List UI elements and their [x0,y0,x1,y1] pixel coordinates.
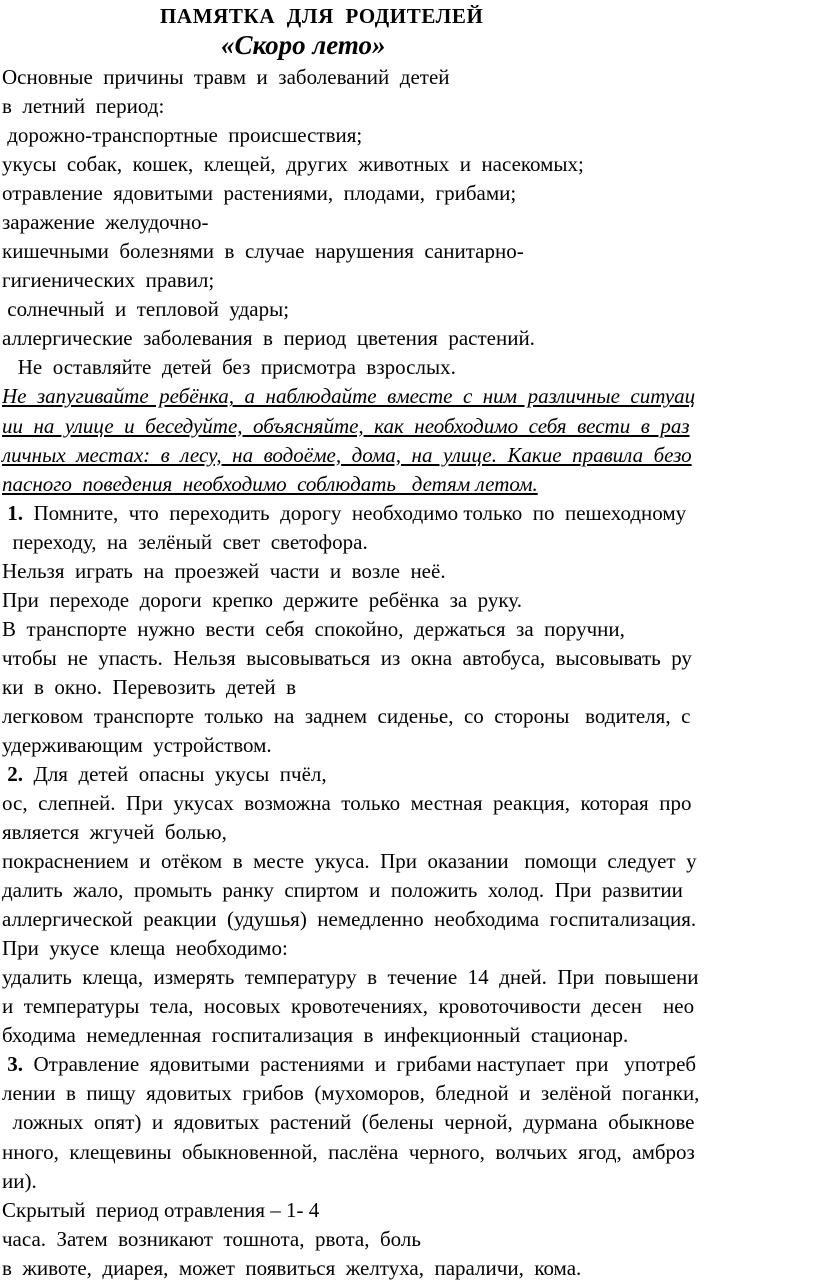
text-line: аллергической реакции (удушья) немедленно необходима госпитализация. [2,907,697,932]
emphasis-line [2,412,690,441]
numbered-paragraph-line [2,760,327,789]
text-line: в летний период: [2,94,165,118]
emphasis-line [2,382,695,411]
emphasis-text: ии на улице и беседуйте, объясняйте, как необходимо себя вести в раз [2,413,690,438]
emphasis-text: пасного поведения необходимо соблюдать детям летом. [2,471,538,496]
item-text: Помните, что переходить дорогу необходимо только по пешеходному [23,500,687,525]
text-line: В транспорте нужно вести себя спокойно, держаться за поручни, [2,616,625,641]
text-line: в животе, диарея, может появиться желтуха, параличи, кома. [2,1255,582,1280]
item-number: 1. [2,500,23,525]
emphasis-text: Не запугивайте ребёнка, а наблюдайте вместе с ним различные ситуац [2,384,696,409]
item-number: 3. [2,1052,23,1077]
text-line: легковом транспорте только на заднем сиденье, со стороны водителя, с [2,703,691,728]
text-line: является жгучей болью, [2,820,227,844]
text-line: кишечными болезнями в случае нарушения санитарно- [2,239,524,264]
item-text: Для детей опасны укусы пчёл, [23,762,327,786]
emphasis-text: личных местах: в лесу, на водоёме, дома, на улице. Какие правила безо [2,442,692,467]
text-line: ии). [2,1168,37,1193]
text-line: солнечный и тепловой удары; [2,297,290,322]
text-line: отравление ядовитыми растениями, плодами, грибами; [2,181,517,206]
item-text: Отравление ядовитыми растениями и грибами наступает при употреб [23,1052,697,1077]
text-line: покраснением и отёком в месте укуса. При оказании помощи следует у [2,849,697,874]
text-line: Скрытый период отравления – 1- 4 [2,1197,320,1222]
text-line: чтобы не упасть. Нельзя высовываться из окна автобуса, высовывать ру [2,645,692,670]
text-line: ос, слепней. При укусах возможна только местная реакция, которая про [2,791,692,815]
text-line: часа. Затем возникают тошнота, рвота, боль [2,1226,421,1251]
numbered-paragraph-line [2,1050,696,1079]
text-line: ки в окно. Перевозить детей в [2,674,297,699]
text-line: переходу, на зелёный свет светофора. [2,529,368,554]
text-line: нного, клещевины обыкновенной, паслёна черного, волчьих ягод, амброз [2,1139,695,1164]
text-line: ложных опят) и ядовитых растений (белены черной, дурмана обыкнове [2,1110,695,1135]
text-line: заражение желудочно- [2,210,209,235]
emphasis-line [2,441,692,470]
item-number: 2. [2,762,23,786]
text-line: При переходе дороги крепко держите ребёнка за руку. [2,587,522,612]
text-line: Нельзя играть на проезжей части и возле неё. [2,558,446,583]
emphasis-line [2,470,538,499]
text-line: гигиенических правил; [2,268,215,293]
document-subtitle: «Скоро лето» [221,30,386,60]
text-line: лении в пищу ядовитых грибов (мухоморов, бледной и зелёной поганки, [2,1081,700,1106]
text-line: бходима немедленная госпитализация в инфекционный стационар. [2,1023,629,1048]
text-line: удалить клеща, измерять температуру в течение 14 дней. При повышени [2,965,699,990]
document-title: ПАМЯТКА ДЛЯ РОДИТЕЛЕЙ [160,4,484,28]
numbered-paragraph-line [2,499,686,528]
text-line: дорожно-транспортные происшествия; [2,123,363,148]
text-line: Основные причины травм и заболеваний детей [2,65,450,89]
text-line: Не оставляйте детей без присмотра взрослых. [2,355,456,380]
text-line: удерживающим устройством. [2,732,272,757]
text-line: и температуры тела, носовых кровотечениях, кровоточивости десен нео [2,994,695,1019]
text-line: укусы собак, кошек, клещей, других животных и насекомых; [2,152,584,177]
text-line: далить жало, промыть ранку спиртом и положить холод. При развитии [2,878,683,903]
text-line: аллергические заболевания в период цветения растений. [2,326,535,351]
text-line: При укусе клеща необходимо: [2,936,288,961]
